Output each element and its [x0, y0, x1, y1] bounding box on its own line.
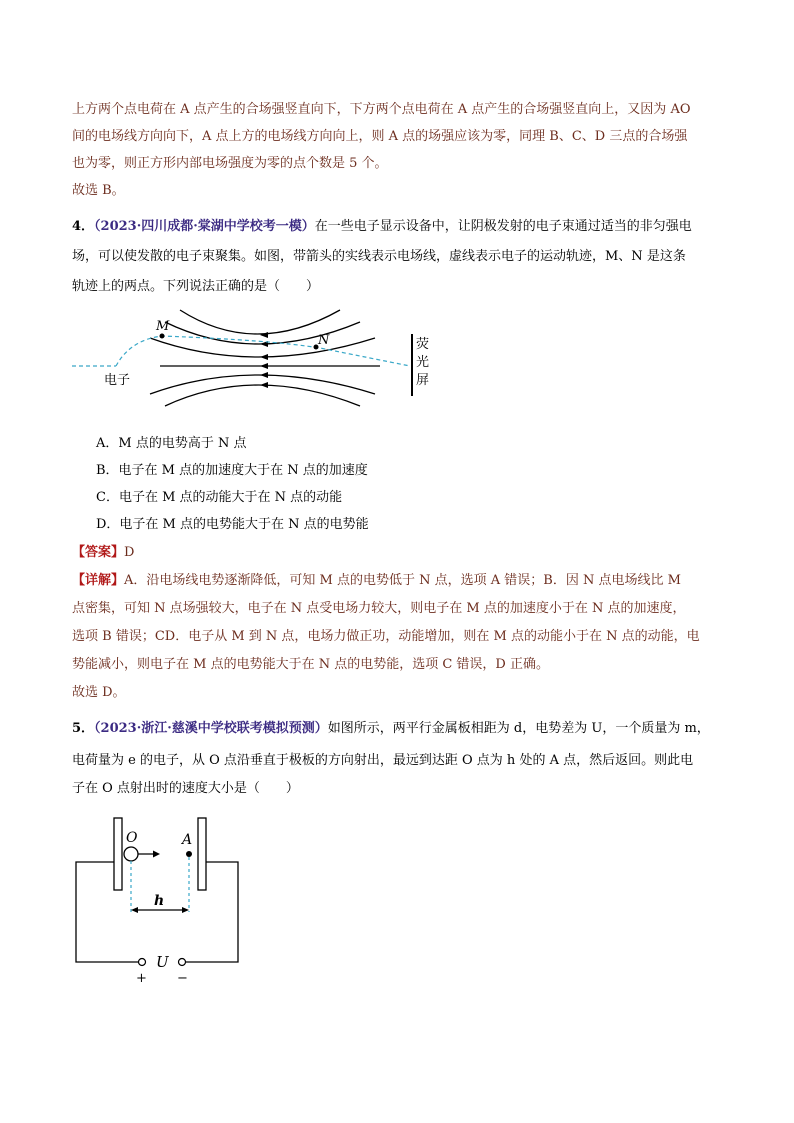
- question-5-number: 5．: [72, 721, 95, 736]
- label-electron: 电子: [104, 373, 131, 388]
- point-a: [186, 851, 192, 857]
- question-4-detail-line-3: 选项 B 错误；CD．电子从 M 到 N 点，电场力做正功，动能增加，则在 M 点的动能小于在 N 点的动能，电: [72, 629, 700, 644]
- question-4-answer: [72, 539, 732, 566]
- label-o: O: [126, 830, 138, 846]
- circuit-wire-right: [186, 862, 238, 962]
- prev-solution-line-2: 间的电场线方向向下，A 点上方的电场线方向向上，则 A 点的场强应该为零，同理 B、C、D 三点的合场强: [72, 129, 688, 144]
- question-5-stem-line-3: 子在 O 点射出时的速度大小是（ ）: [72, 781, 299, 796]
- prev-solution-line-1: 上方两个点电荷在 A 点产生的合场强竖直向下，下方两个点电荷在 A 点产生的合场强竖直向上，又因为 AO: [72, 102, 691, 117]
- circuit-wire-left: [76, 862, 138, 962]
- h-arrow-left: [131, 907, 138, 913]
- question-5-stem-line-1: [72, 715, 732, 742]
- question-4-number: 4．: [72, 219, 95, 234]
- field-arrow-1: [260, 332, 268, 338]
- question-4-stem-text-1: 在一些电子显示设备中，让阴极发射的电子束通过适当的非匀强电: [314, 219, 692, 234]
- right-plate: [198, 818, 206, 890]
- answer-tag: 【答案】: [72, 545, 125, 560]
- field-arrow-5: [260, 372, 268, 378]
- label-u: U: [156, 953, 169, 971]
- screen-label-char-1: 荧: [416, 337, 430, 352]
- field-line-bottom-2: [165, 385, 360, 406]
- label-n: N: [318, 333, 330, 348]
- question-4-stem-line-2: 场，可以使发散的电子束聚集。如图，带箭头的实线表示电场线，虚线表示电子的运动轨迹，M、N 是这条: [72, 249, 686, 264]
- question-5-source: （2023·浙江·慈溪中学校联考模拟预测）: [94, 721, 328, 736]
- detail-text-1: A．沿电场线电势逐渐降低，可知 M 点的电势低于 N 点，选项 A 错误；B．因 N 点电场线比 M: [124, 573, 681, 588]
- point-m: [160, 334, 165, 339]
- label-plus: +: [136, 971, 147, 986]
- question-5-stem-line-2: 电荷量为 e 的电子，从 O 点沿垂直于极板的方向射出，最远到达距 O 点为 h 处的 A 点，然后返回。则此电: [72, 753, 694, 768]
- option-d: D．电子在 M 点的电势能大于在 N 点的电势能: [96, 517, 369, 532]
- field-line-top-1: [180, 310, 340, 334]
- prev-solution-line-3: 也为零，则正方形内部电场强度为零的点个数是 5 个。: [72, 156, 388, 171]
- field-line-top-3: [150, 338, 375, 357]
- question-5-stem-text-1: 如图所示，两平行金属板相距为 d，电势差为 U，一个质量为 m，: [327, 721, 710, 736]
- h-arrow-right: [182, 907, 189, 913]
- velocity-arrow-head: [153, 851, 160, 858]
- field-line-top-2: [165, 322, 360, 344]
- field-arrow-6: [260, 382, 268, 388]
- label-minus: −: [177, 971, 188, 986]
- question-4-source: （2023·四川成都·棠湖中学校考一模）: [94, 219, 315, 234]
- terminal-positive: [139, 959, 146, 966]
- question-4-detail-line-2: 点密集，可知 N 点场强较大，电子在 N 点受电场力较大，则电子在 M 点的加速度小于在 N 点的加速度，: [72, 601, 686, 616]
- option-c: C．电子在 M 点的动能大于在 N 点的动能: [96, 490, 343, 505]
- electron-o: [124, 847, 138, 861]
- field-arrow-4: [260, 363, 268, 369]
- option-b: B．电子在 M 点的加速度大于在 N 点的加速度: [96, 463, 368, 478]
- label-a: A: [182, 832, 193, 848]
- label-m: M: [156, 319, 170, 334]
- question-4-detail-line-1: [72, 567, 732, 594]
- prev-solution-conclusion: 故选 B。: [72, 183, 125, 198]
- question-4-conclusion: 故选 D。: [72, 685, 126, 700]
- question-4-stem-line-1: [72, 213, 732, 240]
- screen-label-char-2: 光: [416, 355, 430, 370]
- field-arrow-3: [260, 354, 268, 360]
- left-plate: [114, 818, 122, 890]
- question-4-stem-line-3: 轨迹上的两点。下列说法正确的是（ ）: [72, 279, 320, 294]
- answer-value: D: [124, 545, 135, 560]
- terminal-negative: [179, 959, 186, 966]
- question-5-parallel-plate-figure: [70, 812, 250, 987]
- detail-tag: 【详解】: [72, 573, 125, 588]
- screen-label-char-3: 屏: [416, 373, 430, 388]
- option-a: A．M 点的电势高于 N 点: [96, 436, 247, 451]
- question-4-field-line-figure: [70, 300, 450, 410]
- question-4-detail-line-4: 势能减小，则电子在 M 点的电势能大于在 N 点的电势能，选项 C 错误，D 正确。: [72, 657, 549, 672]
- label-h: h: [154, 893, 165, 909]
